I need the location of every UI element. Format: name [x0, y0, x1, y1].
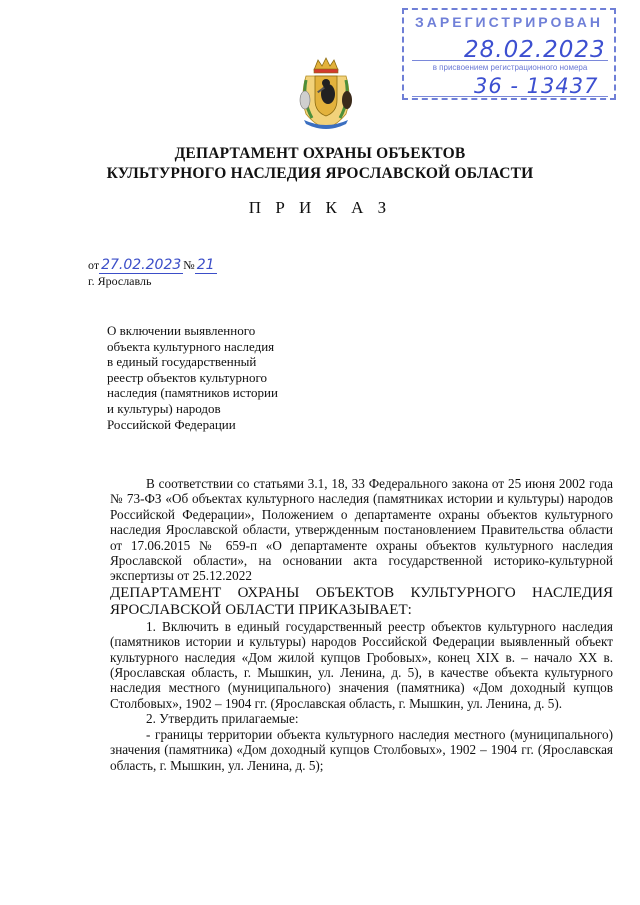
subitem-paragraph: - границы территории объекта культурного наследия местного (муниципального) значения (памятника) «Дом доходный купцов Столбовых», 1902 – 1904 гг. (Ярославская область, г. Мышкин, ул. Ленина, д. 5);: [110, 726, 613, 773]
stamp-number: 36 - 13437: [474, 74, 599, 98]
subject-line: наследия (памятников истории: [107, 385, 278, 401]
organization-name: [0, 144, 640, 184]
order-subject: [107, 323, 317, 432]
order-city: г. Ярославль: [88, 274, 152, 288]
preamble-paragraph: В соответствии со статьями 3.1, 18, 33 Федерального закона от 25 июня 2002 года № 73-ФЗ «Об объектах культурного наследия (памятниках истории и культуры) народов Российской Федерации», Положением о департаменте охраны объектов культурного наследия Ярославской области, утвержденным постановлением Правительства области от 17.06.2015 № 659-п «О департаменте охраны объектов культурного наследия Ярославской области», на основании акта государственной историко-культурной экспертизы от 25.12.2022: [110, 476, 613, 584]
directive-paragraph: ДЕПАРТАМЕНТ ОХРАНЫ ОБЪЕКТОВ КУЛЬТУРНОГО НАСЛЕДИЯ ЯРОСЛАВСКОЙ ОБЛАСТИ ПРИКАЗЫВАЕТ:: [110, 584, 613, 618]
org-line: КУЛЬТУРНОГО НАСЛЕДИЯ ЯРОСЛАВСКОЙ ОБЛАСТИ: [106, 165, 534, 182]
document-type: П Р И К А З: [248, 198, 392, 217]
subject-line: и культуры) народов: [107, 400, 221, 416]
order-body: [110, 476, 613, 773]
subject-line: О включении выявленного: [107, 323, 256, 338]
order-number: 21: [196, 257, 215, 273]
subject-line: объекта культурного наследия: [107, 338, 275, 354]
coat-of-arms-icon: [296, 56, 356, 132]
subject-line: реестр объектов культурного: [107, 369, 268, 385]
order-dateline: [88, 257, 217, 273]
registration-stamp: [402, 8, 616, 100]
stamp-date: 28.02.2023: [464, 37, 606, 63]
stamp-caption: в присвоением регистрационного номера: [432, 63, 588, 72]
order-date: 27.02.2023: [101, 257, 182, 273]
date-prefix: от: [88, 258, 100, 272]
stamp-title: ЗАРЕГИСТРИРОВАН: [415, 14, 603, 30]
stamp-divider: [412, 60, 608, 61]
item-paragraph: 1. Включить в единый государственный реестр объектов культурного наследия (памятников истории и культуры) народов Российской Федерации выявленный объект культурного наследия «Дом жилой купцов Гробовых», конец XIX в. – начало XX в. (Ярославская область, г. Мышкин, ул. Ленина, д. 5), в качестве объекта культурного наследия местного (муниципального) значения (памятника) «Дом доходный купцов Столбовых», 1902 – 1904 гг. (Ярославская область, г. Мышкин, ул. Ленина, д. 5).: [110, 618, 613, 711]
org-line: ДЕПАРТАМЕНТ ОХРАНЫ ОБЪЕКТОВ: [174, 145, 466, 162]
stamp-divider: [412, 96, 608, 97]
subject-line: в единый государственный: [107, 354, 257, 370]
subject-line: Российской Федерации: [107, 416, 236, 432]
item-paragraph: 2. Утвердить прилагаемые:: [146, 711, 299, 727]
number-sign: №: [183, 258, 195, 272]
